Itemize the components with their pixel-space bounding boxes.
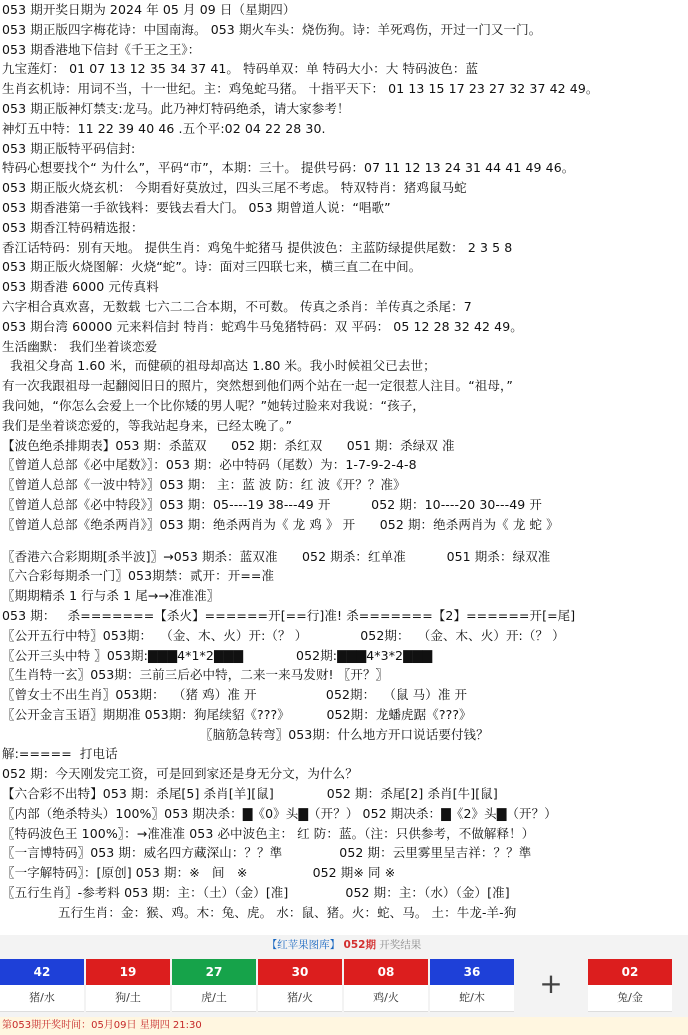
text-line: 053 期正版火烧玄机： 今期看好莫放过，四头三尾不考虑。 特双特肖：猪鸡鼠马蛇 — [2, 180, 467, 196]
result-ball — [172, 959, 256, 1011]
text-line: 生活幽默： 我们坐着谈恋爱 — [2, 338, 158, 354]
text-line: 〖公开三头中特 〗053期:▇▇▇4*1*2▇▇▇ 052期:▇▇▇4*3*2▇▇▇ — [2, 647, 433, 663]
text-line: 053 期台湾 60000 元来料信封 特肖：蛇鸡牛马兔猪特码：双 平码： 05 12 28 32 42 49。 — [2, 318, 523, 334]
results-label: 开奖结果 — [379, 939, 422, 951]
text-line: 〖曾道人总部《必中尾数》〗：053 期：必中特码（尾数）为：1-7-9-2-4-8 — [2, 457, 417, 473]
result-ball — [588, 959, 672, 1011]
text-line: 神灯五中特：11 22 39 40 46 .五个平:02 04 22 28 30. — [2, 120, 326, 136]
text-line: 〖六合彩每期杀一门〗053期禁：贰开：开==准 — [2, 568, 275, 584]
ball-number: 36 — [430, 959, 514, 985]
text-line: 〖特码波色王 100%〗：→准准准 053 必中波色主： 红 防：蓝。（注：只供参考，不做解释！） — [2, 825, 535, 841]
text-line: 生肖玄机诗：用词不当，十一世纪。主：鸡兔蛇马猪。 十指平天下： 01 13 15 17 23 27 32 37 42 49。 — [2, 81, 599, 97]
ball-zodiac: 狗/土 — [86, 985, 170, 1012]
text-line: 〖脑筋急转弯〗053期：什么地方开口说话要付钱？ — [200, 726, 489, 742]
ball-number: 02 — [588, 959, 672, 985]
text-line: 我问她，“你怎么会爱上一个比你矮的男人呢？”她转过脸来对我说：“孩子， — [2, 397, 425, 413]
text-line: 〖曾道人总部《绝杀两肖》〗053 期：绝杀两肖为《 龙 鸡 》 开 052 期：绝杀两肖为《 龙 蛇 》 — [2, 516, 559, 532]
result-ball — [344, 959, 428, 1011]
ball-zodiac: 猪/水 — [0, 985, 84, 1012]
text-line: 〖公开金言玉语〗期期准 053期：狗尾续貂《???》 052期：龙蟠虎踞《???》 — [2, 706, 472, 722]
text-line: 【六合彩不出特】053 期：杀尾[5] 杀肖[羊][鼠] 052 期：杀尾[2] 杀肖[牛][鼠] — [2, 786, 498, 802]
text-line: 我们是坐着谈恋爱的，等我站起身来，已经太晚了。” — [2, 417, 293, 433]
text-line: 有一次我跟祖母一起翻阅旧日的照片，突然想到他们两个站在一起一定很惹人注目。“祖母，” — [2, 378, 513, 394]
text-line: 053 期正版火烧图解：火烧“蛇”。诗：面对三四联七来，横三直二在中间。 — [2, 259, 422, 275]
text-line: 053 期： 杀=======【杀火】======开[==行]准! 杀=======【2】======开[=尾] — [2, 607, 576, 623]
text-line: 〖曾女士不出生肖〗053期： （猪 鸡）准 开 052期： （鼠 马）准 开 — [2, 687, 468, 703]
text-line: 五行生肖：金：猴、鸡。木：兔、虎。 水：鼠、猪。火：蛇、马。 土：牛龙-羊-狗 — [58, 904, 517, 920]
ball-number: 30 — [258, 959, 342, 985]
text-line: 〖一字解特码〗：[原创] 053 期：※ 间 ※ 052 期※ 同 ※ — [2, 865, 396, 881]
text-line: 053 期正版特平码信封: — [2, 140, 136, 156]
text-line: 053 期正版神灯禁支:龙马。此乃神灯特码绝杀，请大家参考！ — [2, 100, 350, 116]
gallery-brand: 【红苹果图库】 — [266, 939, 341, 951]
next-draw-time: 第053期开奖时间：05月09日 星期四 21:30 — [0, 1017, 688, 1035]
plus-icon: + — [539, 967, 563, 1000]
ball-number: 19 — [86, 959, 170, 985]
text-line: 〖期期精杀 1 行与杀 1 尾→→准准准〗 — [2, 588, 220, 604]
text-line: 053 期开奖日期为 2024 年 05 月 09 日（星期四） — [2, 2, 296, 17]
text-line: 【波色绝杀排期表】053 期：杀蓝双 052 期：杀红双 051 期：杀绿双 准 — [2, 437, 455, 453]
text-line: 我祖父身高 1.60 米，而健硕的祖母却高达 1.80 米。我小时候祖父已去世； — [2, 358, 436, 374]
text-line: 〖曾道人总部《一波中特》〗053 期： 主：蓝 波 防：红 波《开？？准》 — [2, 477, 406, 493]
text-line: 053 期香江特码精选报： — [2, 219, 144, 235]
ball-number: 08 — [344, 959, 428, 985]
text-line — [0, 535, 688, 547]
ball-number: 42 — [0, 959, 84, 985]
text-line: 特码心想要找个“ 为什么”，平码“市”，本期：三十。 提供号码：07 11 12 13 24 31 44 41 49 46。 — [2, 160, 575, 176]
issue-number: 052期 — [343, 939, 376, 951]
ball-zodiac: 蛇/木 — [430, 985, 514, 1012]
ball-zodiac: 兔/金 — [588, 985, 672, 1012]
text-line: 六字相合真欢喜，无数载 七六二二合本期，不可数。 传真之杀肖：羊传真之杀尾：7 — [2, 298, 472, 314]
result-balls — [0, 959, 688, 1011]
text-line: 〖五行生肖〗-参考料 053 期：主：（土）（金）[准] 052 期：主：（水）（金）[准] — [2, 885, 510, 901]
text-line: 〖香港六合彩期期[杀半波]〗→053 期杀：蓝双准 052 期杀：红单准 051 期杀：绿双准 — [2, 548, 551, 564]
results-header — [0, 935, 688, 955]
text-line: 解:===== 打电话 — [2, 746, 118, 762]
text-line: 053 期香港地下信封《千王之王》： — [2, 41, 201, 57]
draw-results-panel — [0, 935, 688, 1035]
ball-zodiac: 鸡/火 — [344, 985, 428, 1012]
result-ball — [86, 959, 170, 1011]
text-line: 053 期香港 6000 元传真料 — [2, 279, 159, 295]
text-line: 053 期正版四字梅花诗：中国南海。 053 期火车头：烧伤狗。诗：羊死鸡伤，开过一门又一门。 — [2, 21, 542, 37]
text-line: 〖一言博特码〗053 期：威名四方藏深山：？？準 052 期：云里雾里呈吉祥：？？準 — [2, 845, 532, 861]
text-line: 〖内部（绝杀特头）100%〗053 期决杀：▇《0》头▇（开？） 052 期决杀：▇《2》头▇（开？） — [2, 805, 557, 821]
text-line: 香江话特码：别有天地。 提供生肖：鸡兔牛蛇猪马 提供波色：主蓝防绿提供尾数： 2 3 5 8 — [2, 239, 513, 255]
result-ball — [0, 959, 84, 1011]
text-line: 〖曾道人总部《必中特段》〗053 期：05----19 38---49 开 052 期：10----20 30---49 开 — [2, 496, 543, 512]
result-ball — [430, 959, 514, 1011]
ball-zodiac: 虎/土 — [172, 985, 256, 1012]
text-line: 九宝莲灯： 01 07 13 12 35 34 37 41。 特码单双：单 特码大小：大 特码波色：蓝 — [2, 61, 479, 77]
text-line: 053 期香港第一手欲钱料：要钱去看大门。 053 期曾道人说：“唱歌” — [2, 199, 391, 215]
text-line: 052 期：今天刚发完工资，可是回到家还是身无分文，为什么？ — [2, 766, 358, 782]
text-line: 〖生肖特一玄〗053期：三前三后必中特，二来一来马发财! 〖开？〗 — [2, 667, 389, 683]
text-line: 〖公开五行中特〗053期： （金、木、火）开:（？ ） 052期： （金、木、火）开:（？ ） — [2, 627, 565, 643]
ball-zodiac: 猪/火 — [258, 985, 342, 1012]
ball-number: 27 — [172, 959, 256, 985]
result-ball — [258, 959, 342, 1011]
